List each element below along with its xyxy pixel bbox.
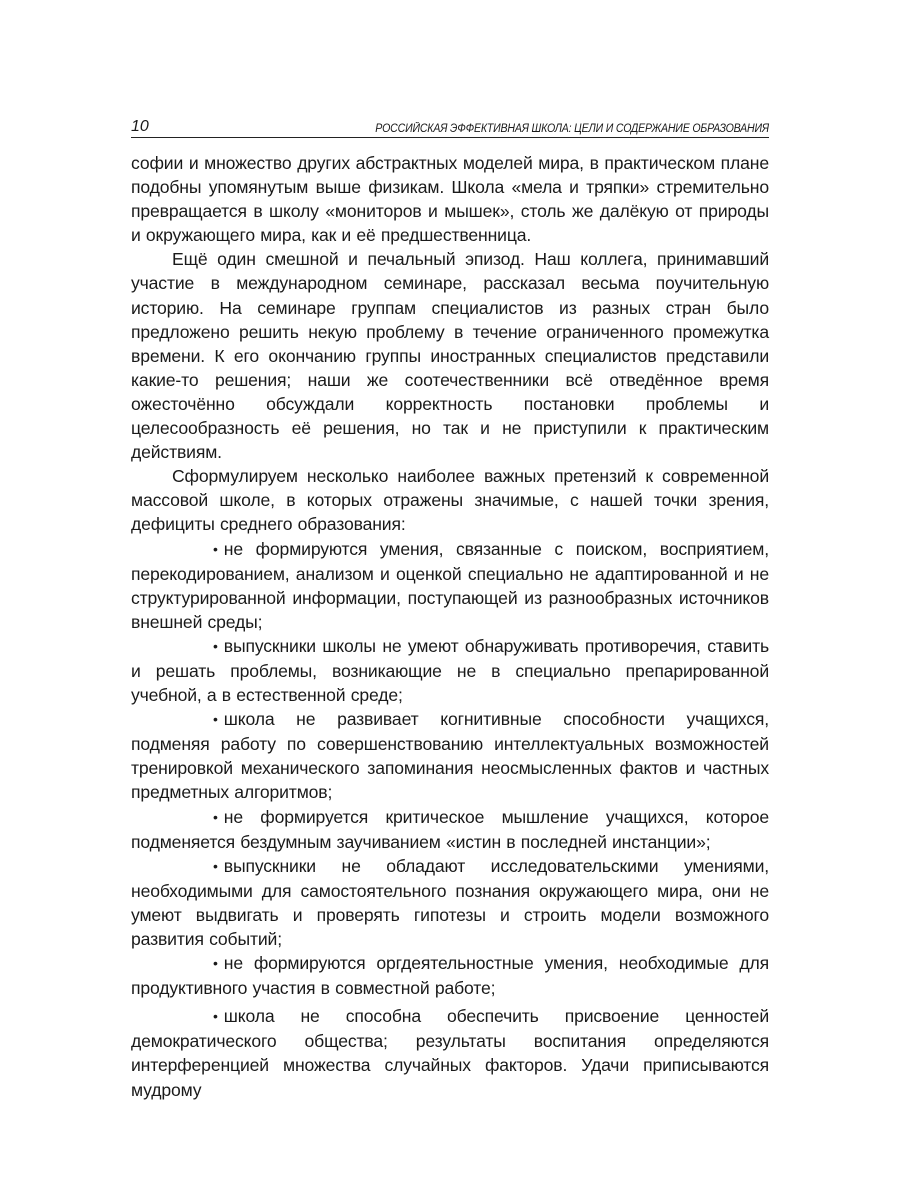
- bullet-icon: •: [213, 1008, 218, 1025]
- running-title: РОССИЙСКАЯ ЭФФЕКТИВНАЯ ШКОЛА: ЦЕЛИ И СОДЕРЖАНИЕ ОБРАЗОВАНИЯ: [375, 123, 769, 135]
- paragraph-continuation: софии и множество других абстрактных моделей мира, в практическом плане подобны упомянутым выше физикам. Школа «мела и тряпки» стремительно превращается в школу «мониторов и мышек», столь же далёкую от природы и окружающего мира, как и её предшественница.: [131, 153, 769, 246]
- bullet-item: [131, 951, 769, 1000]
- bullet-item: [131, 854, 769, 951]
- bullet-item: [131, 634, 769, 707]
- bullet-icon: •: [213, 955, 218, 972]
- bullet-icon: •: [213, 857, 218, 874]
- bullet-text: не формируются умения, связанные с поиском, восприятием, перекодированием, анализом и оценкой специально не адаптированной и не структурированной информации, поступающей из разнообразных источников внешней среды;: [131, 538, 769, 632]
- body-text: [131, 151, 769, 1102]
- bullet-icon: •: [213, 540, 218, 557]
- page-number: 10: [131, 118, 149, 135]
- bullet-item: [131, 1004, 769, 1101]
- bullet-text: школа не развивает когнитивные способности учащихся, подменяя работу по совершенствованию интеллектуальных возможностей тренировкой механического запоминания неосмысленных фактов и частных предметных алгоритмов;: [131, 709, 769, 803]
- bullet-text: школа не способна обеспечить присвоение ценностей демократического общества; результаты воспитания определяются интерференцией множества случайных факторов. Удачи приписываются мудрому: [131, 1006, 769, 1100]
- paragraph-claims-intro: Сформулируем несколько наиболее важных претензий к современной массовой школе, в которых отражены значимые, с нашей точки зрения, дефициты среднего образования:: [131, 466, 769, 535]
- bullet-icon: •: [213, 711, 218, 728]
- bullet-text: не формируется критическое мышление учащихся, которое подменяется бездумным заучиванием «истин в последней инстанции»;: [131, 806, 769, 852]
- bullet-item: [131, 537, 769, 634]
- bullet-icon: •: [213, 637, 218, 654]
- book-page: [131, 116, 769, 1102]
- bullet-item: [131, 707, 769, 804]
- bullet-item: [131, 805, 769, 854]
- paragraph-anecdote: Ещё один смешной и печальный эпизод. Наш коллега, принимавший участие в международном семинаре, рассказал весьма поучительную историю. На семинаре группам специалистов из разных стран было предложено решить некую проблему в течение ограниченного промежутка времени. К его окончанию группы иностранных специалистов представили какие-то решения; наши же соотечественники всё отведённое время ожесточённо обсуждали корректность постановки проблемы и целесообразность её решения, но так и не приступили к практическим действиям.: [131, 249, 769, 463]
- bullet-icon: •: [213, 808, 218, 825]
- bullet-text: не формируются оргдеятельностные умения, необходимые для продуктивного участия в совместной работе;: [131, 953, 769, 999]
- bullet-text: выпускники школы не умеют обнаруживать противоречия, ставить и решать проблемы, возникающие не в специально препарированной учебной, а в естественной среде;: [131, 635, 769, 706]
- running-header: [131, 116, 769, 138]
- bullet-text: выпускники не обладают исследовательскими умениями, необходимыми для самостоятельного познания окружающего мира, они не умеют выдвигать и проверять гипотезы и строить модели возможного развития событий;: [131, 855, 769, 949]
